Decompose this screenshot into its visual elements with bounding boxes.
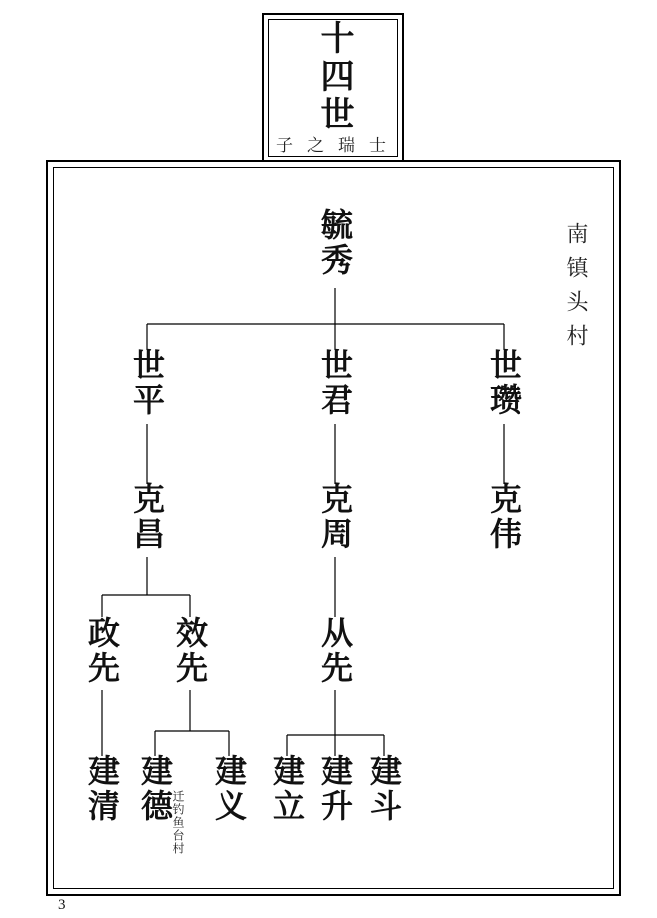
generation-subtitle: 子之瑞士 — [276, 136, 400, 156]
page-number: 3 — [58, 897, 66, 913]
person-jianqing: 建清 — [83, 754, 121, 824]
generation-title: 十四世 — [314, 20, 354, 134]
person-kezhou: 克周 — [316, 482, 354, 552]
person-jianyi: 建义 — [210, 754, 248, 824]
person-shiping: 世平 — [128, 348, 166, 418]
person-jianli: 建立 — [268, 754, 306, 824]
person-jiande: 建德 — [136, 754, 174, 824]
person-jiansheng: 建升 — [316, 754, 354, 824]
person-congxian: 从先 — [316, 616, 354, 686]
person-xiaoxian: 效先 — [171, 616, 209, 686]
person-shijun: 世君 — [316, 348, 354, 418]
person-yuxiu: 毓秀 — [316, 208, 354, 278]
village-label: 南镇头村 — [563, 222, 588, 358]
person-kewei: 克伟 — [485, 482, 523, 552]
person-jiandou: 建斗 — [365, 754, 403, 824]
person-shizan: 世瓒 — [485, 348, 523, 418]
person-zhengxian: 政先 — [83, 616, 121, 686]
note-moved-to-diaoyutai: 迁钓鱼台村 — [171, 790, 185, 855]
person-kechang: 克昌 — [128, 482, 166, 552]
